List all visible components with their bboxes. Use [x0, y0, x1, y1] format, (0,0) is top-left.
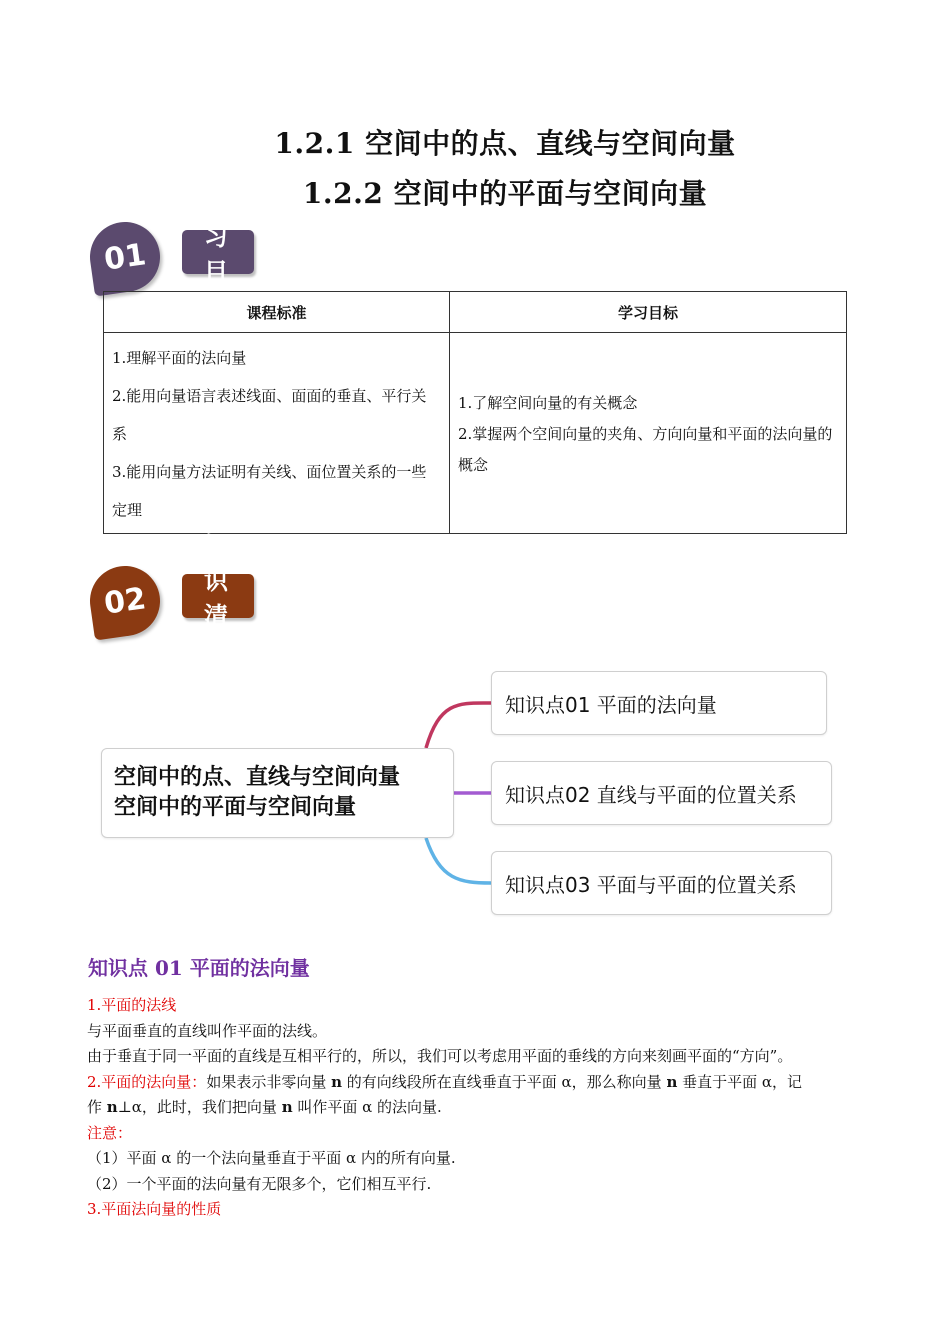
- list-item: 1.了解空间向量的有关概念: [458, 393, 638, 412]
- document-title-line1: 1.2.1 空间中的点、直线与空间向量: [274, 127, 736, 160]
- vector-symbol: n: [106, 1098, 118, 1116]
- text-run: 作: [87, 1098, 107, 1116]
- item-title: 3.平面法向量的性质: [87, 1200, 222, 1218]
- list-item: 2.掌握两个空间向量的夹角、方向向量和平面的法向量的概念: [458, 424, 833, 474]
- paragraph: 与平面垂直的直线叫作平面的法线。: [87, 1021, 328, 1040]
- table-header: 学习目标: [450, 292, 847, 333]
- connector-line-1: [426, 703, 491, 748]
- list-item: 3.能用向量方法证明有关线、面位置关系的一些定理: [112, 463, 427, 519]
- vector-symbol: n: [666, 1072, 678, 1091]
- vector-symbol: n: [281, 1098, 293, 1116]
- vector-symbol: n: [331, 1072, 342, 1091]
- paragraph: [87, 1070, 877, 1096]
- note-item: （1）平面 α 的一个法向量垂直于平面 α 内的所有向量.: [87, 1149, 456, 1167]
- document-title-line2: 1.2.2 空间中的平面与空间向量: [302, 177, 708, 210]
- item-title: 2.平面的法向量：: [87, 1072, 207, 1091]
- mindmap-leaf-node: 知识点01 平面的法向量: [491, 671, 827, 735]
- connector-line-3: [426, 838, 491, 883]
- table-header: 课程标准: [104, 292, 450, 333]
- text-run: 如果表示非零向量: [206, 1072, 332, 1091]
- text-run: 垂直于平面 α，记: [677, 1072, 803, 1091]
- knowledge-point-heading: 知识点 01 平面的法向量: [88, 956, 310, 980]
- section-label: 学习目标: [182, 230, 254, 274]
- text-run: 的有向线段所在直线垂直于平面 α，那么称向量: [342, 1072, 667, 1091]
- text-run: 叫作平面 α 的法向量.: [292, 1098, 442, 1116]
- item-title: 1.平面的法线: [87, 996, 177, 1014]
- mindmap-center-line: 空间中的点、直线与空间向量: [114, 765, 401, 790]
- note-item: （2）一个平面的法向量有无限多个，它们相互平行.: [87, 1174, 432, 1193]
- mindmap-center-line: 空间中的平面与空间向量: [114, 795, 357, 820]
- knowledge-point-body: [87, 993, 877, 1223]
- section-label: 知识清单: [182, 574, 254, 618]
- list-item: 1.理解平面的法向量: [112, 349, 247, 367]
- section-number: 02: [85, 561, 164, 640]
- section-number: 01: [85, 217, 164, 296]
- text-run: ⊥α，此时，我们把向量: [117, 1098, 282, 1116]
- paragraph: 由于垂直于同一平面的直线是互相平行的，所以，我们可以考虑用平面的垂线的方向来刻画平面的“方向”。: [87, 1047, 793, 1065]
- note-title: 注意：: [87, 1123, 133, 1142]
- paragraph: [87, 1095, 877, 1121]
- mindmap-leaf-node: 知识点03 平面与平面的位置关系: [491, 851, 832, 915]
- mindmap-leaf-node: 知识点02 直线与平面的位置关系: [491, 761, 832, 825]
- list-item: 2.能用向量语言表述线面、面面的垂直、平行关系: [112, 387, 427, 443]
- mindmap-center-node: [101, 748, 454, 838]
